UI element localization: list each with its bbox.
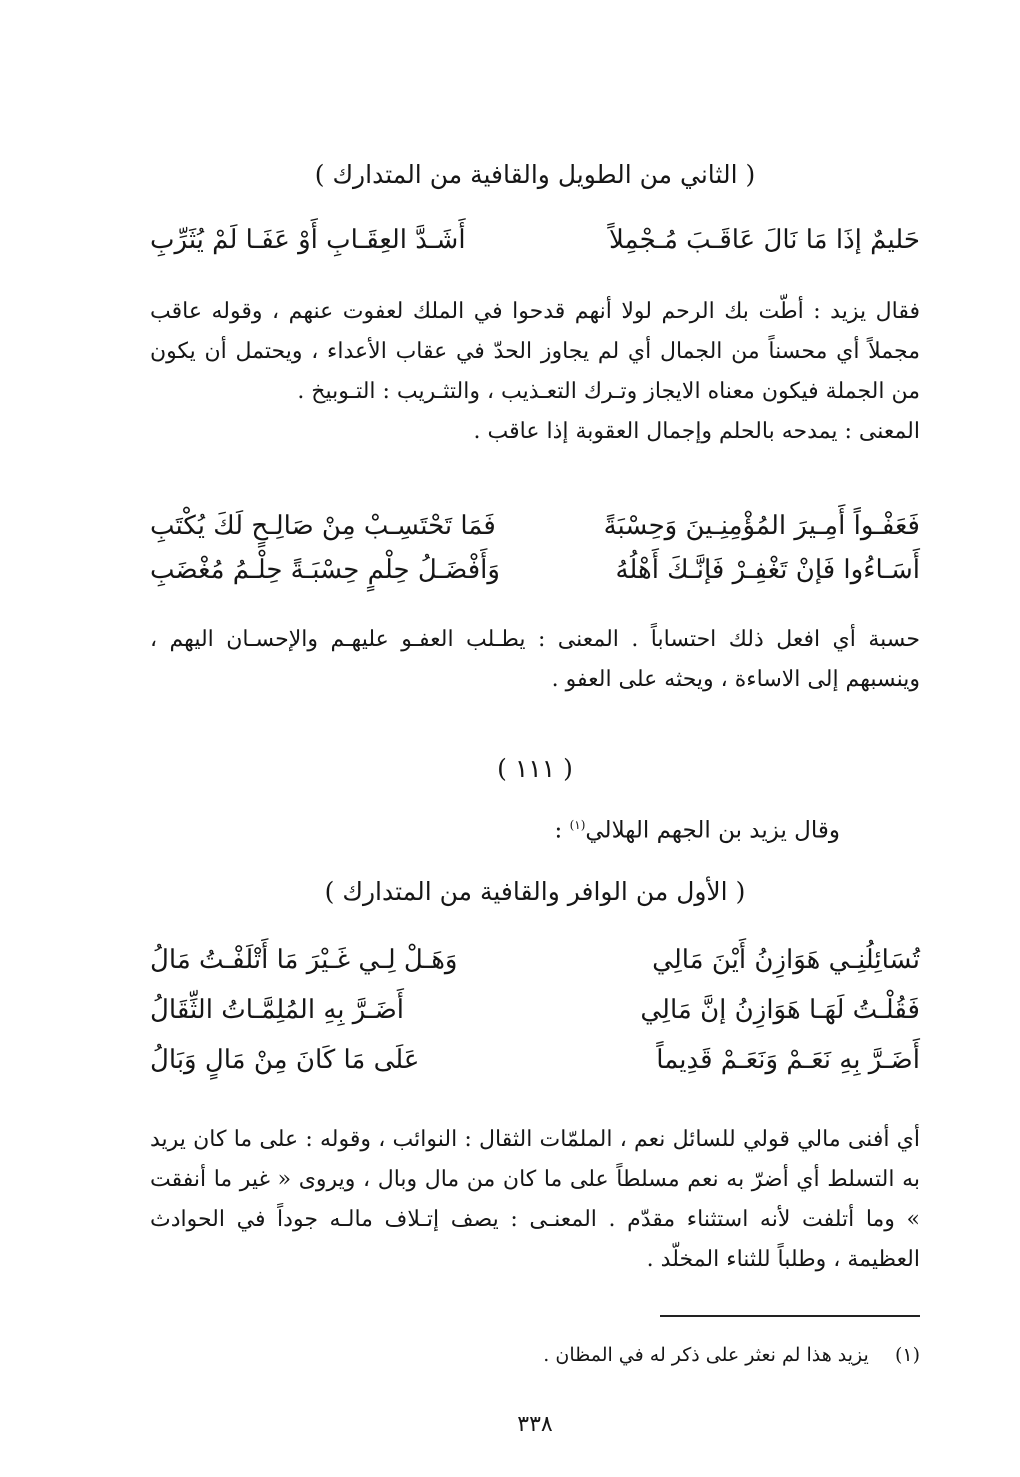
page-number: ٣٣٨ (517, 1412, 553, 1437)
verse-second-hemistich: أَضَـرَّ بِهِ المُلِمَّـاتُ الثِّقَالُ (150, 995, 405, 1025)
verse-second-hemistich: عَلَى مَا كَانَ مِنْ مَالٍ وَبَالُ (150, 1045, 420, 1075)
footnote-text: يزيد هذا لم نعثر على ذكر له في المظان . (543, 1344, 869, 1366)
footnote-divider (660, 1315, 920, 1317)
verse-line (150, 222, 920, 258)
commentary-block-3 (150, 1120, 920, 1280)
poem-intro-text: وقال يزيد بن الجهم الهلالي (585, 817, 840, 844)
verse-first-hemistich: فَعَفْـواً أَمِـيرَ المُؤْمِنِـينَ وَحِسْبَةً (603, 511, 920, 541)
commentary-paragraph: حسبة أي افعل ذلك احتساباً . المعنى : يطـلب العفـو عليهـم والإحسـان اليهم ، وينسبهم إلى الاساءة ، ويحثه على العفو . (150, 627, 920, 692)
meaning-paragraph: المعنى : يمدحه بالحلم وإجمال العقوبة إذا عاقب . (473, 419, 920, 444)
verse-line (150, 552, 920, 588)
section-number: ( ١١١ ) (497, 754, 573, 783)
verse-first-hemistich: حَليمٌ إذَا مَا نَالَ عَاقَـبَ مُـجْمِلاً (609, 225, 920, 255)
book-page (150, 0, 920, 1477)
commentary-block-2 (150, 620, 920, 700)
commentary-block-1 (150, 292, 920, 452)
verse-line (150, 992, 920, 1028)
commentary-paragraph: فقال يزيد : أطّت بك الرحم لولا أنهم قدحوا في الملك لعفوت عنهم ، وقوله عاقب مجملاً أي محسناً من الجمال أي لم يجاوز الحدّ في عقاب الأعداء ، ويحتمل أن يكون من الجملة فيكون معناه الايجاز وتـرك التعـذيب ، والتثـريب : التـوبيخ . (150, 299, 920, 404)
verse-second-hemistich: وَهَـلْ لِـي غَـيْرَ مَا أَتْلَفْـتُ مَالُ (150, 945, 458, 975)
meter-heading-2: ( الأول من الوافر والقافية من المتدارك ) (324, 877, 746, 906)
verse-line (150, 1042, 920, 1078)
verse-second-hemistich: وَأَفْضَـلُ حِلْمٍ حِسْبَـةً حِلْـمُ مُغْضَبِ (150, 555, 500, 585)
verse-first-hemistich: تُسَائِلُنِـي هَوَازِنُ أَيْنَ مَالِي (652, 945, 920, 975)
verse-first-hemistich: أَسَـاءُوا فَإنْ تَغْفِـرْ فَإنَّـكَ أَهْلُهُ (615, 555, 920, 585)
verse-second-hemistich: أَشَـدَّ العِقَـابِ أَوْ عَفَـا لَمْ يُثَرِّبِ (150, 225, 466, 255)
poem-intro (555, 808, 841, 848)
meter-heading-1: ( الثاني من الطويل والقافية من المتدارك ) (314, 160, 756, 189)
commentary-paragraph: أي أفنى مالي قولي للسائل نعم ، الملمّات الثقال : النوائب ، وقوله : على ما كان يريد به التسلط أي أضرّ به نعم مسلطاً على ما كان من مال وبال ، ويروى « غير ما أنفقت » وما أتلفت لأنه استثناء مقدّم . المعنـى : يصف إتـلاف مالـه جوداً في الحوادث العظيمة ، وطلباً للثناء المخلّد . (150, 1127, 920, 1272)
verse-line (150, 942, 920, 978)
verse-second-hemistich: فَمَا تَحْتَسِـبْ مِنْ صَالِـحٍ لَكَ يُكْتَبِ (150, 511, 496, 541)
verse-first-hemistich: فَقُلْـتُ لَهَـا هَوَازِنُ إنَّ مَالِي (640, 995, 920, 1025)
poem-intro-colon: : (554, 817, 570, 844)
verse-line (150, 508, 920, 544)
footnote-mark: (١) (894, 1344, 920, 1366)
footnote (150, 1340, 920, 1370)
verse-first-hemistich: أَضَـرَّ بِهِ نَعَـمْ وَنَعَـمْ قَدِيماً (656, 1045, 920, 1075)
footnote-reference: (١) (569, 818, 586, 832)
